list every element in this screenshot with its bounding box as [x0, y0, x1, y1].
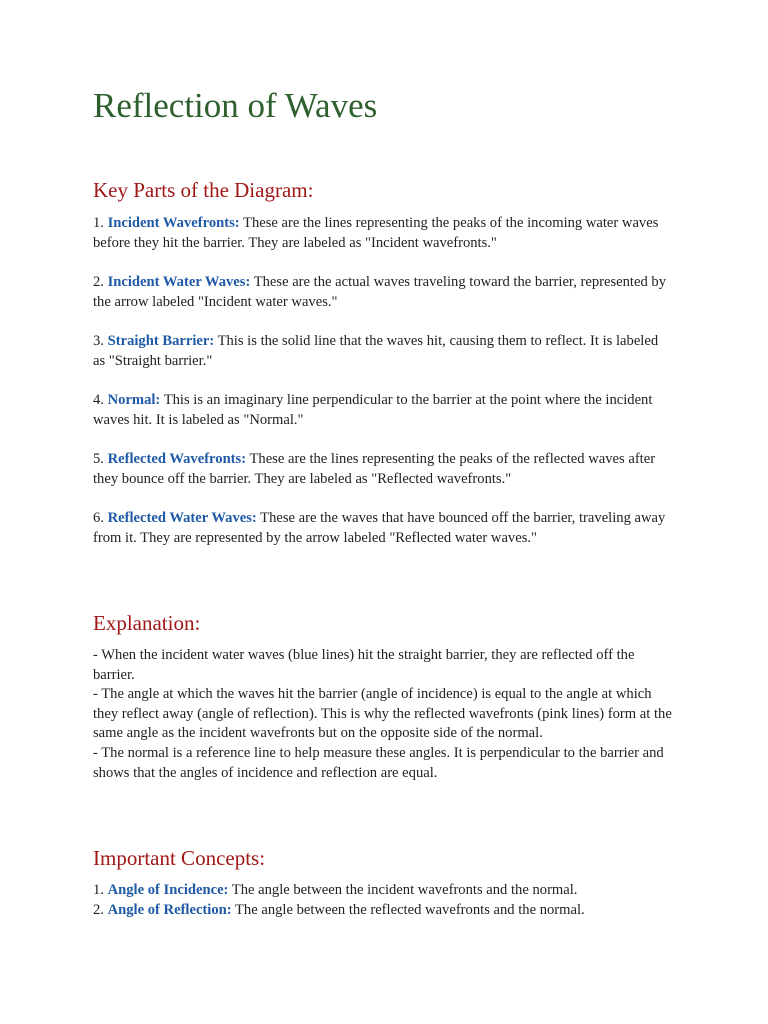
item-term: Reflected Wavefronts:	[107, 451, 247, 467]
item-number: 1.	[93, 215, 104, 231]
item-number: 1.	[93, 882, 104, 898]
item-term: Incident Wavefronts:	[107, 215, 240, 231]
page-title: Reflection of Waves	[93, 86, 378, 125]
item-text: These are the actual waves traveling toward the barrier, represented by the arrow labeled "Incident water waves."	[93, 274, 667, 310]
explanation-body	[93, 646, 673, 783]
item-number: 2.	[93, 901, 104, 918]
item-text: The angle between the reflected wavefronts and the normal.	[235, 901, 585, 918]
item-text: These are the lines representing the peaks of the reflected waves after they bounce off the barrier. They are labeled as "Reflected wavefronts."	[93, 451, 656, 487]
item-term: Angle of Reflection:	[107, 901, 232, 918]
key-part-item	[93, 273, 673, 312]
item-term: Reflected Water Waves:	[107, 510, 257, 526]
item-term: Incident Water Waves:	[107, 274, 251, 290]
item-number: 6.	[93, 510, 104, 526]
item-number: 5.	[93, 451, 104, 467]
item-term: Angle of Incidence:	[107, 882, 229, 898]
key-parts-heading: Key Parts of the Diagram:	[93, 178, 314, 202]
key-part-item	[93, 509, 673, 548]
item-term: Normal:	[107, 392, 161, 408]
item-text: This is an imaginary line perpendicular to the barrier at the point where the incident waves hit. It is labeled as "Normal."	[93, 392, 653, 428]
explanation-line: - The angle at which the waves hit the barrier (angle of incidence) is equal to the angle at which they reflect away (angle of reflection). This is why the reflected wavefronts (pink lines) form at the same angle as the incident wavefronts but on the opposite side of the normal.	[93, 686, 672, 742]
explanation-line: - The normal is a reference line to help measure these angles. It is perpendicular to the barrier and shows that the angles of incidence and reflection are equal.	[93, 744, 664, 781]
concepts-heading: Important Concepts:	[93, 846, 266, 870]
key-part-item	[93, 391, 673, 430]
item-text: This is the solid line that the waves hit, causing them to reflect. It is labeled as "Straight barrier."	[93, 333, 659, 369]
item-text: These are the waves that have bounced off the barrier, traveling away from it. They are represented by the arrow labeled "Reflected water waves."	[93, 510, 666, 546]
item-text: The angle between the incident wavefronts and the normal.	[231, 882, 578, 898]
item-number: 2.	[93, 274, 104, 290]
key-part-item	[93, 214, 673, 253]
concept-item	[93, 881, 673, 901]
item-text: These are the lines representing the peaks of the incoming water waves before they hit the barrier. They are labeled as "Incident wavefronts."	[93, 215, 659, 251]
item-number: 3.	[93, 333, 104, 349]
explanation-heading: Explanation:	[93, 611, 201, 635]
concepts-list	[93, 881, 673, 920]
item-number: 4.	[93, 392, 104, 408]
concept-item	[93, 901, 673, 921]
key-part-item	[93, 450, 673, 489]
item-term: Straight Barrier:	[107, 333, 215, 349]
key-part-item	[93, 332, 673, 371]
explanation-line: - When the incident water waves (blue lines) hit the straight barrier, they are reflected off the barrier.	[93, 647, 635, 683]
